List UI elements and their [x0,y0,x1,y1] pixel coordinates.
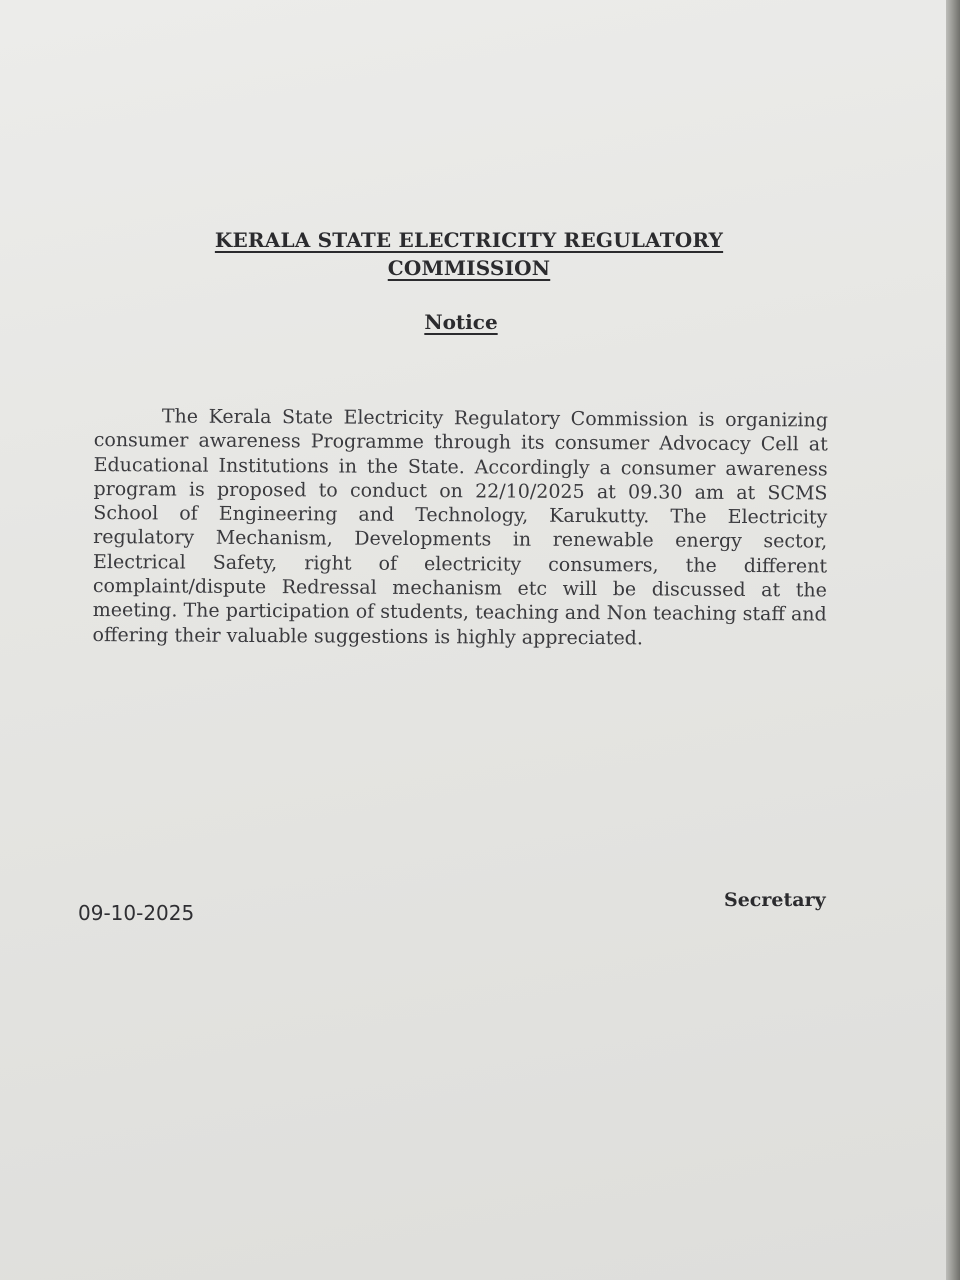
organization-title [183,226,755,282]
background-edge [946,0,960,1280]
organization-name: KERALA STATE ELECTRICITY REGULATORY COMMISSION [214,228,724,280]
notice-date: 09-10-2025 [78,901,195,925]
signatory-title: Secretary [724,889,826,911]
notice-heading: Notice [424,310,498,334]
notice-body: The Kerala State Electricity Regulatory Commission is organizing consumer awareness Programme through its consumer Advocacy Cell at Educational Institutions in the State. Accordingly a consumer awareness program is proposed to conduct on 22/10/2025 at 09.30 am at SCMS School of Engineering and Technology, Karukutty. The Electricity regulatory Mechanism, Developments in renewable energy sector, Electrical Safety, right of electricity consumers, the different complaint/dispute Redressal mechanism etc will be discussed at the meeting. The participation of students, teaching and Non teaching staff and offering their valuable suggestions is highly appreciated. [92,405,828,650]
